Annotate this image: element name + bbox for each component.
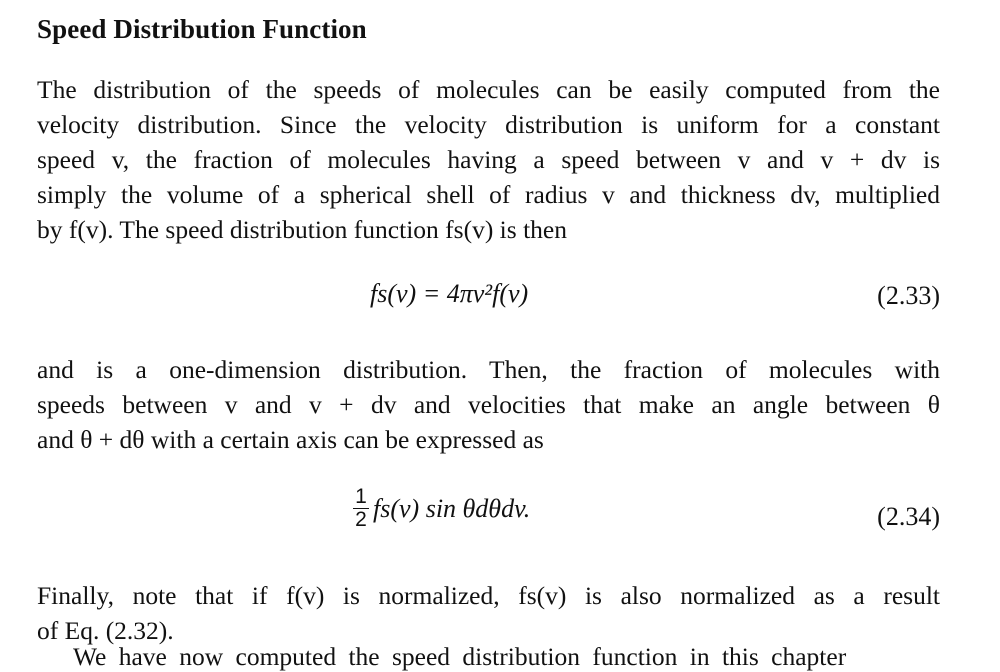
equation-formula	[370, 279, 528, 309]
paragraph-line: of Eq. (2.32).	[37, 616, 174, 645]
fraction-denominator: 2	[355, 508, 367, 531]
paragraph-normalization	[37, 578, 940, 648]
paragraph-line: velocity distribution. Since the velocity distribution is uniform for a constant	[37, 110, 940, 139]
cutoff-next-line	[37, 642, 940, 671]
paragraph-line: simply the volume of a spherical shell of radius v and thickness dv, multiplied	[37, 180, 940, 209]
equation-expression: fs(v) sin θdθdv.	[373, 493, 531, 523]
equation-expression: fs(v) = 4πv²f(v)	[370, 279, 529, 308]
paragraph-speed-intro	[37, 72, 940, 247]
equation-2-33	[37, 279, 940, 319]
fraction-one-half	[353, 486, 369, 531]
paragraph-angle-distribution	[37, 352, 940, 457]
document-page	[37, 0, 940, 671]
paragraph-line: The distribution of the speeds of molecules can be easily computed from the	[37, 75, 940, 104]
cutoff-line-text: We have now computed the speed distribution function in this chapter	[73, 642, 847, 671]
section-heading: Speed Distribution Function	[37, 14, 367, 44]
equation-2-34	[37, 484, 940, 554]
paragraph-line: and θ + dθ with a certain axis can be expressed as	[37, 425, 544, 454]
paragraph-line: by f(v). The speed distribution function fs(v) is then	[37, 215, 567, 244]
fraction-numerator: 1	[355, 485, 367, 508]
paragraph-line: Finally, note that if f(v) is normalized, fs(v) is also normalized as a result	[37, 581, 940, 610]
paragraph-line: and is a one-dimension distribution. Then, the fraction of molecules with	[37, 355, 940, 384]
equation-number: (2.34)	[877, 502, 940, 531]
equation-number: (2.33)	[877, 281, 940, 310]
paragraph-line: speed v, the fraction of molecules having a speed between v and v + dv is	[37, 145, 940, 174]
equation-formula	[353, 486, 530, 531]
paragraph-line: speeds between v and v + dv and velocities that make an angle between θ	[37, 390, 940, 419]
